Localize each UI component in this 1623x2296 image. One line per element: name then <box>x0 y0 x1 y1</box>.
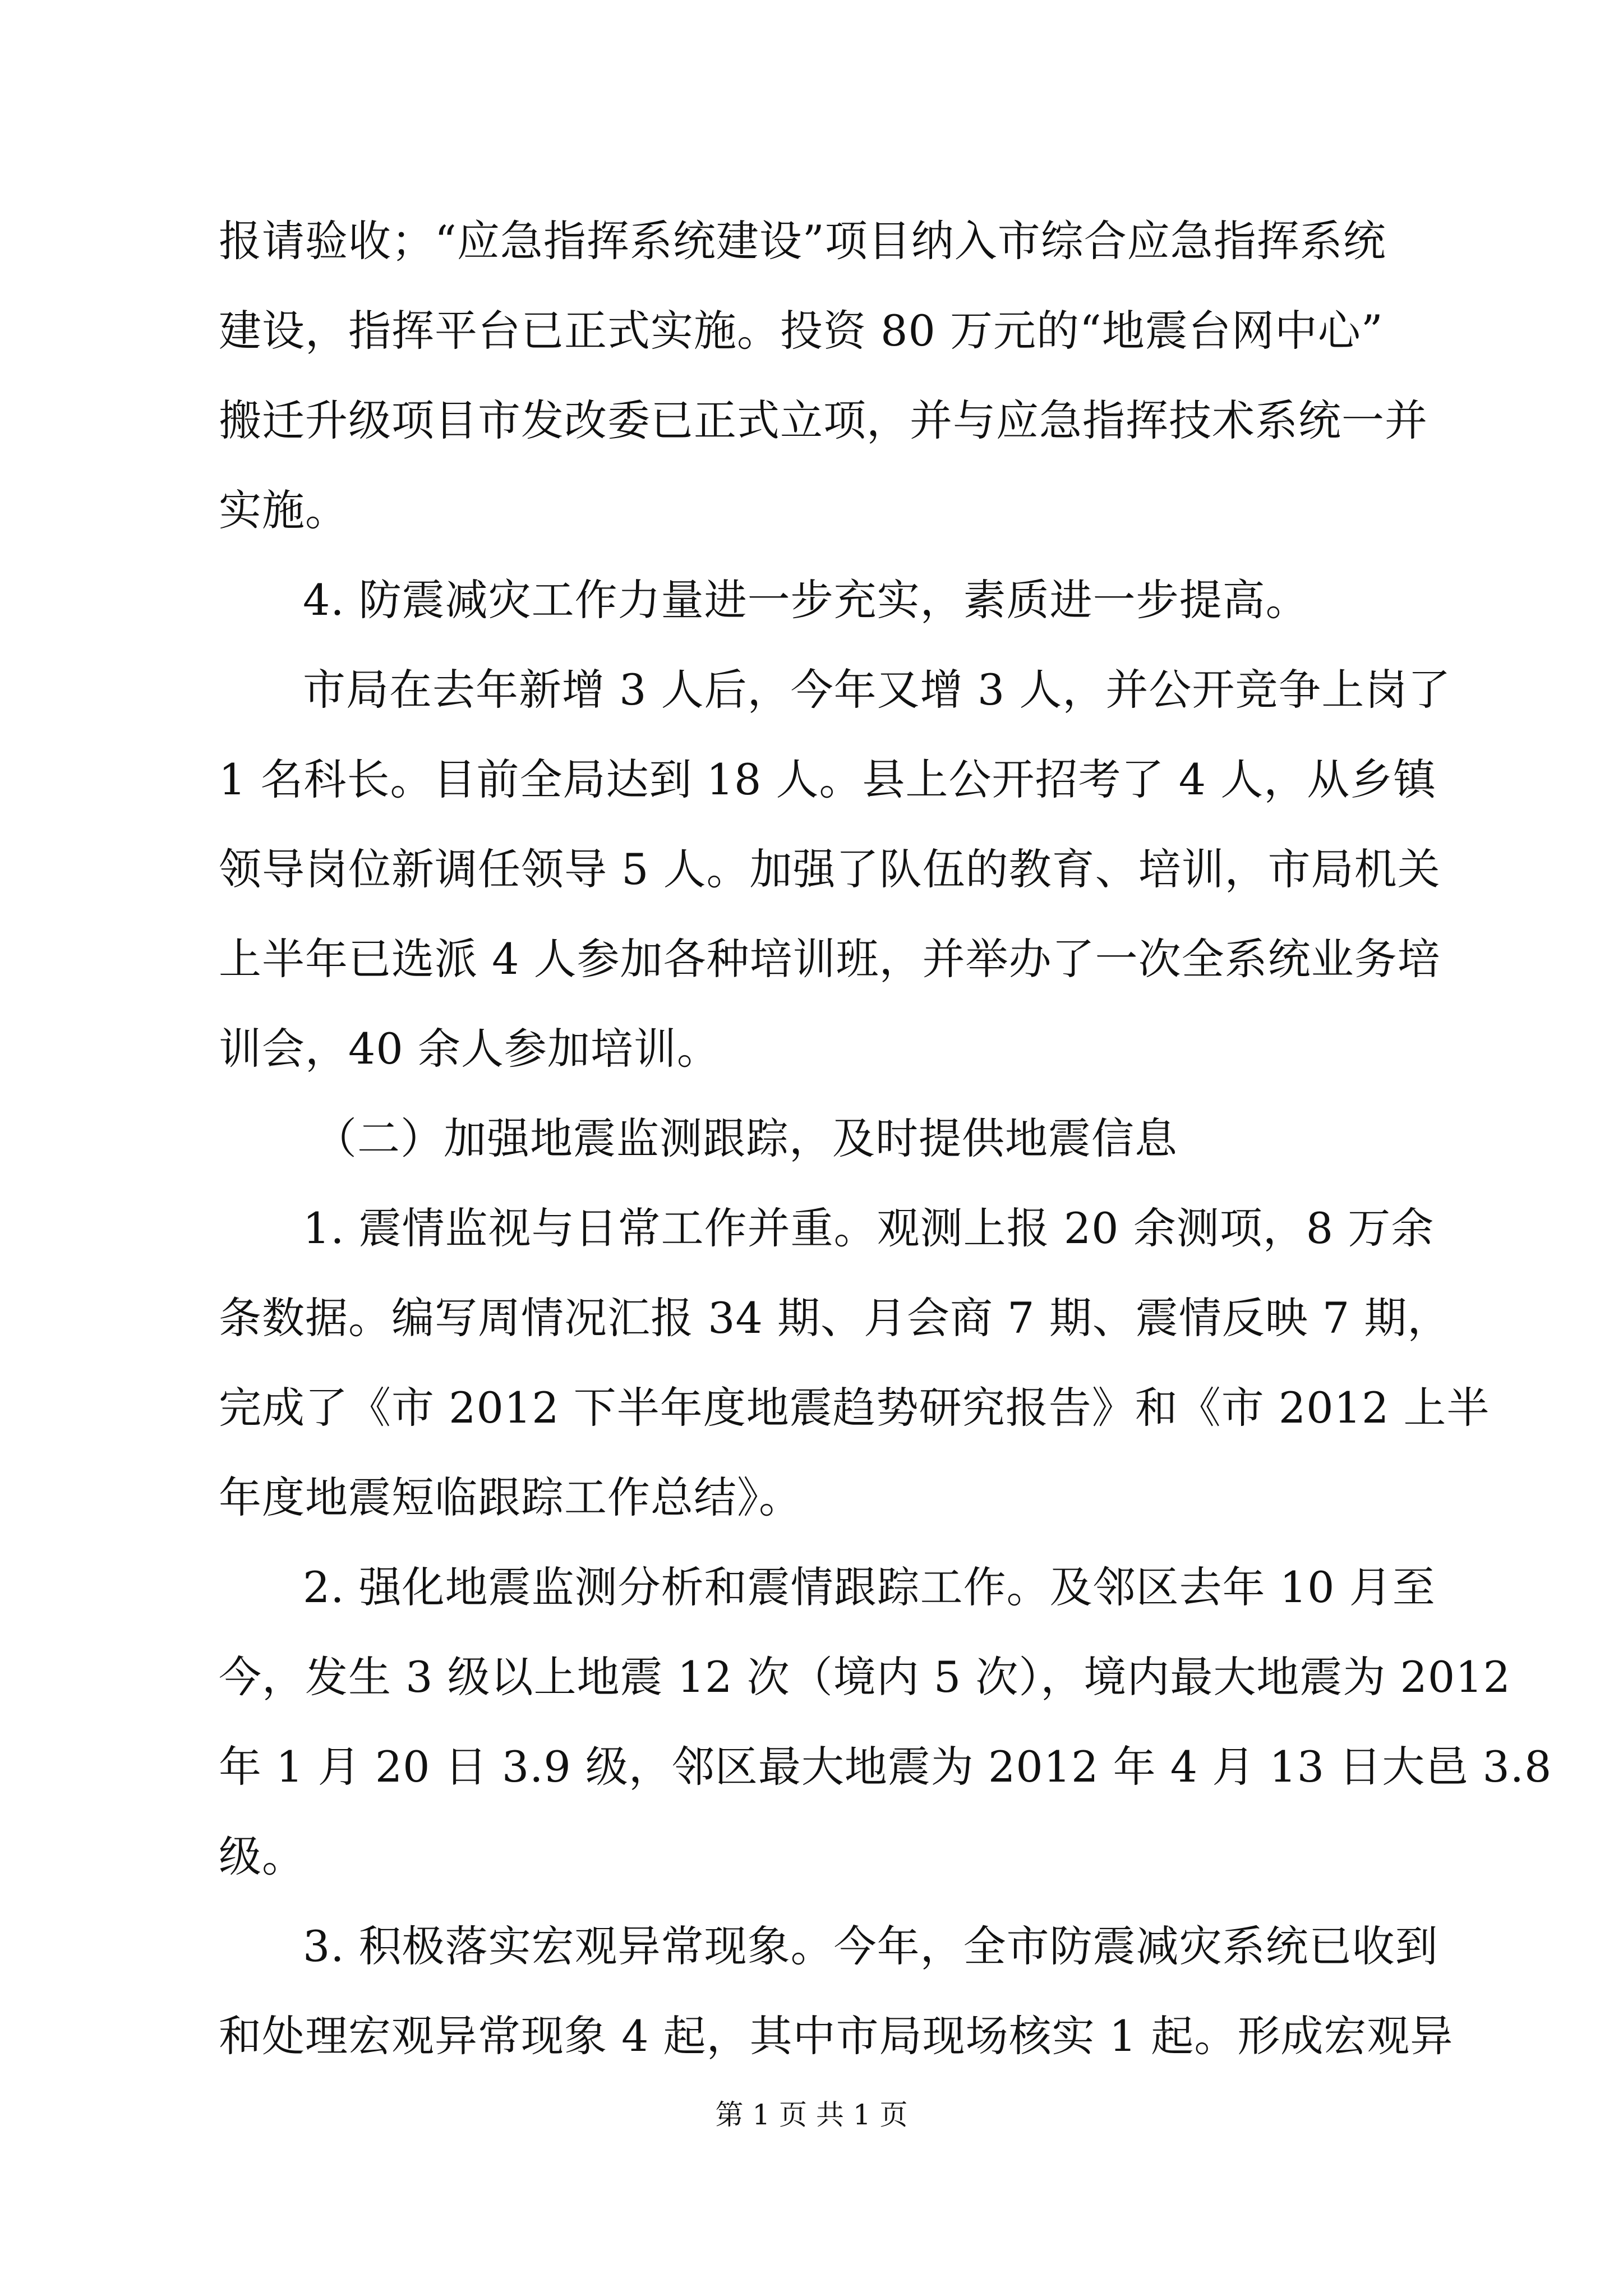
paragraph-line: 年度地震短临跟踪工作总结》。 <box>219 1473 802 1522</box>
page-footer: 第 1 页 共 1 页 <box>715 2099 908 2131</box>
paragraph-line: 上半年已选派 4 人参加各种培训班，并举办了一次全系统业务培 <box>219 934 1441 984</box>
section-subheading: 4. 防震减灾工作力量进一步充实，素质进一步提高。 <box>303 575 1309 625</box>
paragraph-line: 报请验收；“应急指挥系统建设”项目纳入市综合应急指挥系统 <box>219 216 1386 266</box>
paragraph-line: 1 名科长。目前全局达到 18 人。县上公开招考了 4 人，从乡镇 <box>219 754 1437 804</box>
paragraph-line: 2. 强化地震监测分析和震情跟踪工作。及邻区去年 10 月至 <box>303 1562 1436 1612</box>
paragraph-line: 年 1 月 20 日 3.9 级，邻区最大地震为 2012 年 4 月 13 日大邑 3.8 <box>219 1742 1552 1792</box>
paragraph-line: 完成了《市 2012 下半年度地震趋势研究报告》和《市 2012 上半 <box>219 1383 1490 1433</box>
paragraph-line: 级。 <box>219 1832 305 1881</box>
paragraph-line: 搬迁升级项目市发改委已正式立项，并与应急指挥技术系统一并 <box>219 395 1428 445</box>
paragraph-line: 和处理宏观异常现象 4 起，其中市局现场核实 1 起。形成宏观异 <box>219 2011 1454 2061</box>
paragraph-line: 建设，指挥平台已正式实施。投资 80 万元的“地震台网中心” <box>219 306 1384 356</box>
paragraph-line: 训会，40 余人参加培训。 <box>219 1024 720 1074</box>
paragraph-line: 市局在去年新增 3 人后，今年又增 3 人，并公开竞争上岗了 <box>303 665 1451 715</box>
paragraph-line: 实施。 <box>219 485 348 535</box>
paragraph-line: 1. 震情监视与日常工作并重。观测上报 20 余测项，8 万余 <box>303 1203 1435 1253</box>
paragraph-line: 条数据。编写周情况汇报 34 期、月会商 7 期、震情反映 7 期， <box>219 1293 1451 1343</box>
paragraph-line: 领导岗位新调任领导 5 人。加强了队伍的教育、培训，市局机关 <box>219 844 1441 894</box>
section-heading: （二）加强地震监测跟踪，及时提供地震信息 <box>314 1114 1178 1163</box>
paragraph-line: 今，发生 3 级以上地震 12 次（境内 5 次），境内最大地震为 2012 <box>219 1652 1511 1702</box>
paragraph-line: 3. 积极落实宏观异常现象。今年，全市防震减灾系统已收到 <box>303 1921 1438 1971</box>
